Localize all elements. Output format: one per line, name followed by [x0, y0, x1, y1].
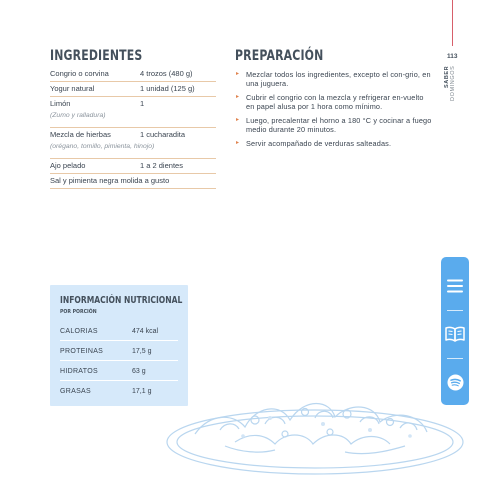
nutrition-label: GRASAS: [60, 388, 91, 395]
preparation-step: [236, 93, 432, 111]
ingredient-name: Yogur natural: [50, 84, 95, 93]
nutrition-row: [60, 348, 178, 361]
ingredient-qty: 1 cucharadita: [140, 130, 186, 139]
preparation-step: [236, 116, 432, 134]
menu-icon: [446, 279, 464, 293]
page-accent-line: [452, 0, 453, 46]
book-button[interactable]: [441, 322, 469, 346]
nutrition-value: 63 g: [132, 368, 146, 375]
ingredient-name: Mezcla de hierbas: [50, 130, 111, 139]
bullet-icon: ▸: [236, 94, 240, 100]
ingredient-qty: 1: [140, 99, 145, 108]
bullet-icon: ▸: [236, 140, 240, 146]
nutrition-title: INFORMACIÓN NUTRICIONAL: [60, 295, 183, 306]
nutrition-value: 474 kcal: [132, 328, 159, 335]
step-text: Cubrir el congrio con la mezcla y refrigerar en-vuelto en papel alusa por 1 hora como mínimo.: [246, 93, 424, 111]
separator: [447, 358, 463, 359]
preparation-step: [236, 139, 432, 148]
ingredients-table: [50, 67, 216, 189]
menu-button[interactable]: [441, 274, 469, 298]
ingredient-row: [50, 67, 216, 82]
page-number: 113: [447, 53, 458, 60]
side-label-light: DOMINGOS: [450, 66, 456, 102]
ingredient-row: [50, 128, 216, 159]
ingredient-name: Limón: [50, 99, 71, 108]
ingredient-note: (Zumo y ralladura): [50, 112, 106, 119]
ingredient-row: [50, 82, 216, 97]
nutrition-label: CALORIAS: [60, 328, 98, 335]
ingredient-qty: 4 trozos (480 g): [140, 69, 193, 78]
nutrition-subtitle: POR PORCIÓN: [60, 309, 97, 315]
nutrition-row: [60, 328, 178, 341]
ingredients-title: INGREDIENTES: [50, 48, 143, 64]
section-side-label: [444, 66, 456, 106]
nutrition-row: [60, 388, 178, 400]
bullet-icon: ▸: [236, 71, 240, 77]
nutrition-value: 17,5 g: [132, 348, 152, 355]
ingredient-row: [50, 174, 216, 189]
nutrition-value: 17,1 g: [132, 388, 152, 395]
salad-illustration: [165, 372, 465, 480]
ingredient-qty: 1 a 2 dientes: [140, 161, 183, 170]
ingredient-note: (orégano, tomillo, pimienta, hinojo): [50, 143, 155, 150]
step-text: Servir acompañado de verduras salteadas.: [246, 139, 392, 148]
step-text: Luego, precalentar el horno a 180 °C y cocinar a fuego medio durante 20 minutos.: [246, 116, 432, 134]
ingredient-name: Congrio o corvina: [50, 69, 109, 78]
ingredient-row: [50, 97, 216, 128]
preparation-steps: [236, 70, 432, 153]
ingredient-name: Sal y pimienta negra molida a gusto: [50, 176, 170, 185]
book-icon: [445, 326, 465, 342]
nutrition-label: HIDRATOS: [60, 368, 98, 375]
separator: [447, 310, 463, 311]
bullet-icon: ▸: [236, 117, 240, 123]
step-text: Mezclar todos los ingredientes, excepto el con-grio, en una juguera.: [246, 70, 431, 88]
nutrition-row: [60, 368, 178, 381]
ingredient-name: Ajo pelado: [50, 161, 86, 170]
nutrition-label: PROTEINAS: [60, 348, 104, 355]
side-label-bold: SABER: [444, 66, 450, 89]
ingredient-qty: 1 unidad (125 g): [140, 84, 195, 93]
preparation-step: [236, 70, 432, 88]
ingredient-row: [50, 159, 216, 174]
preparation-title: PREPARACIÓN: [235, 48, 324, 64]
